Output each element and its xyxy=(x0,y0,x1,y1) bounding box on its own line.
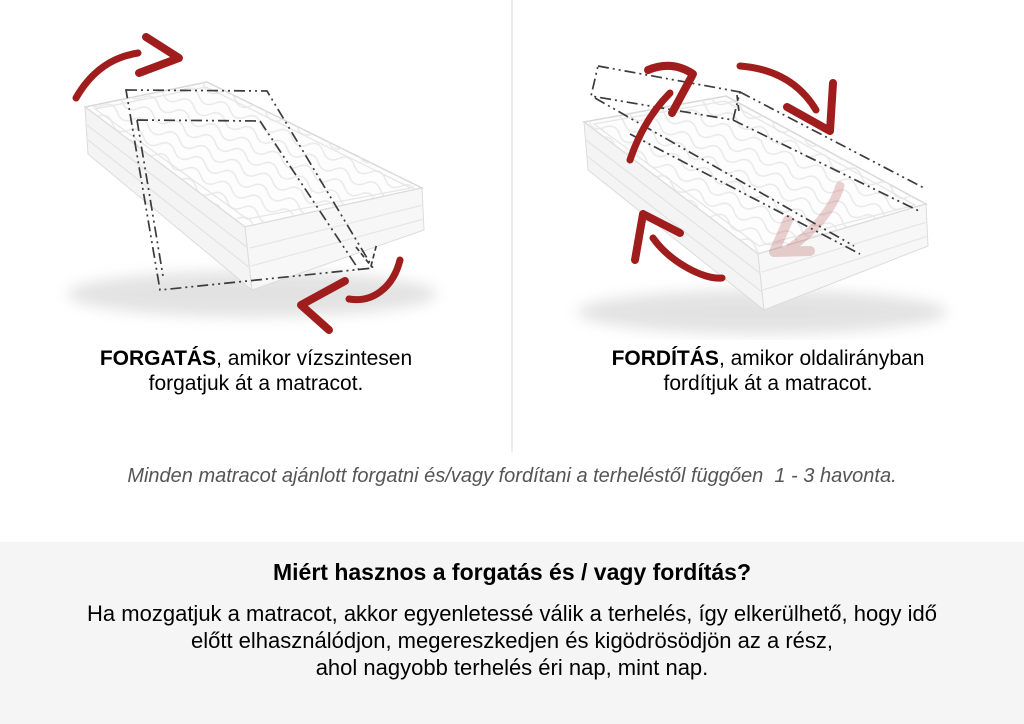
mattress-rotate-illustration xyxy=(0,0,512,340)
caption-line2: forgatjuk át a matracot. xyxy=(148,372,364,395)
caption-rest: , amikor oldalirányban xyxy=(718,347,925,370)
info-line: ahol nagyobb terhelés éri nap, mint nap. xyxy=(315,655,709,680)
frequency-note: Minden matracot ajánlott forgatni és/vagy fordítani a terheléstől függően 1 - 3 havonta. xyxy=(127,465,897,487)
info-section xyxy=(0,542,1024,724)
mattress-flip-illustration xyxy=(512,0,1024,340)
caption-term: FORDÍTÁS xyxy=(611,347,719,370)
info-line: előtt elhasználódjon, megereszkedjen és kigödrösödjön az a rész, xyxy=(190,628,834,653)
panel-flip xyxy=(512,0,1024,455)
caption-rest: , amikor vízszintesen xyxy=(216,347,413,370)
panel-caption xyxy=(512,346,1024,396)
info-paragraph xyxy=(0,600,1024,681)
panel-caption xyxy=(0,346,512,396)
info-line: Ha mozgatjuk a matracot, akkor egyenletessé válik a terhelés, így elkerülhető, hogy idő xyxy=(87,601,937,626)
rotate-arrow-icon xyxy=(76,37,179,98)
caption-line1 xyxy=(0,346,512,371)
caption-line1 xyxy=(512,346,1024,371)
mattress xyxy=(584,96,928,310)
info-heading: Miért hasznos a forgatás és / vagy fordítás? xyxy=(272,559,752,585)
mattress xyxy=(85,82,424,290)
caption-line2: fordítjuk át a matracot. xyxy=(663,372,873,395)
caption-term: FORGATÁS xyxy=(99,347,217,370)
panel-rotate xyxy=(0,0,512,455)
